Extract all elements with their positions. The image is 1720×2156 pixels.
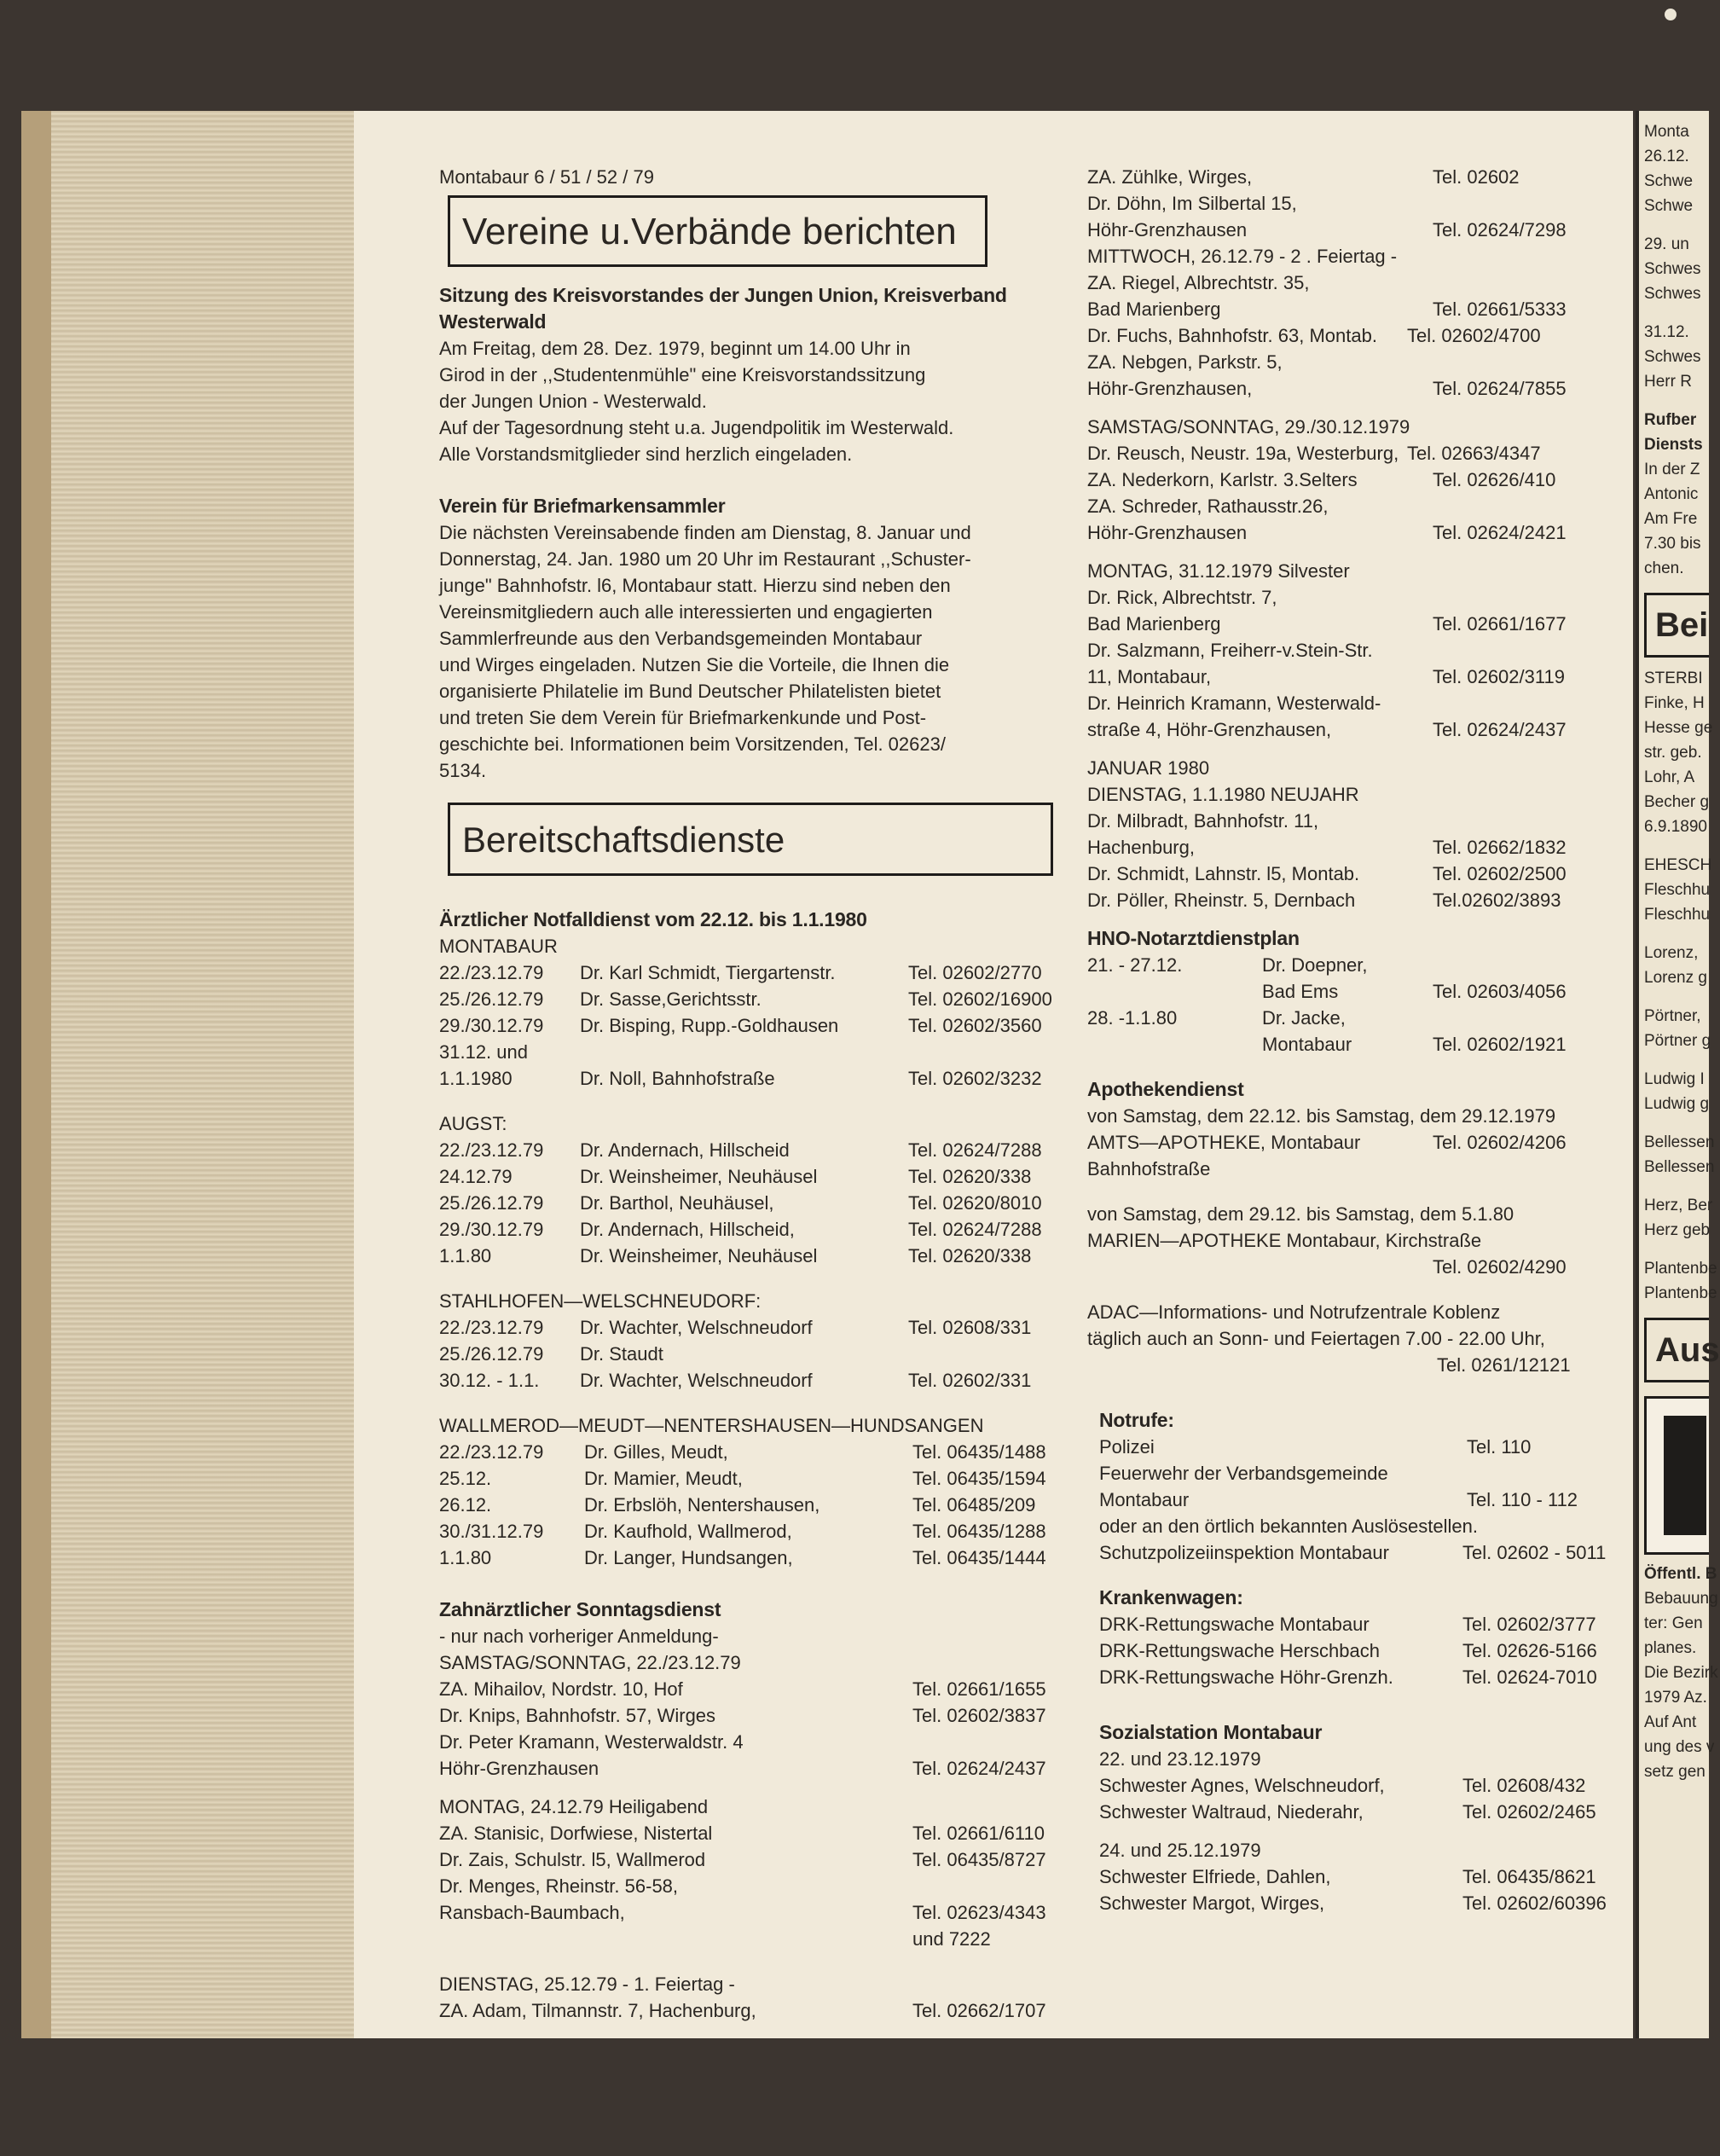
apotheke-row: AMTS—APOTHEKE, Montabaur Tel. 02602/4206 (1087, 1132, 1567, 1153)
right-line: Schwes (1644, 260, 1701, 278)
right-line: Schwes (1644, 285, 1701, 303)
sozial-row: Schwester Elfriede, Dahlen, Tel. 06435/8621 (1099, 1866, 1596, 1887)
right-line: chen. (1644, 559, 1684, 577)
article-line: der Jungen Union - Westerwald. (439, 391, 707, 412)
right-line: Pörtner, (1644, 1007, 1701, 1025)
article-line: Vereinsmitgliedern auch alle interessierten und engagierten (439, 601, 933, 623)
right-line: Auf Ant (1644, 1713, 1697, 1731)
date-label: 24. und 25.12.1979 (1099, 1840, 1261, 1861)
duty-row: Höhr-Grenzhausen Tel. 02624/2437 (439, 1758, 1046, 1779)
apotheke-row: Tel. 02602/4290 (1433, 1256, 1567, 1278)
duty-row: 30./31.12.79 Dr. Kaufhold, Wallmerod, Tel. 06435/1288 (439, 1521, 1046, 1542)
right-line: Bellessen (1644, 1133, 1715, 1151)
duty-row: 22./23.12.79 Dr. Gilles, Meudt, Tel. 06435/1488 (439, 1441, 1046, 1463)
right-line: 1979 Az. (1644, 1689, 1707, 1707)
month-label: JANUAR 1980 (1087, 757, 1210, 779)
article-line: junge" Bahnhofstr. l6, Montabaur statt. Hierzu sind neben den (439, 575, 951, 596)
apotheke-line: Bahnhofstraße (1087, 1158, 1211, 1179)
day-label: DIENSTAG, 1.1.1980 NEUJAHR (1087, 784, 1359, 805)
right-line: Lohr, A (1644, 768, 1695, 786)
duty-row: Dr. Fuchs, Bahnhofstr. 63, Montab. Tel. 02602/4700 (1087, 325, 1541, 346)
duty-row: Dr. Salzmann, Freiherr-v.Stein-Str. (1087, 640, 1373, 661)
kranken-row: DRK-Rettungswache Montabaur Tel. 02602/3777 (1099, 1614, 1596, 1635)
duty-row: 29./30.12.79 Dr. Andernach, Hillscheid, Tel. 02624/7288 (439, 1219, 1042, 1240)
zahn-heading: Zahnärztlicher Sonntagsdienst (439, 1598, 721, 1620)
notfall-heading: Ärztlicher Notfalldienst vom 22.12. bis 1.1.1980 (439, 908, 867, 930)
duty-row: 22./23.12.79 Dr. Wachter, Welschneudorf Tel. 02608/331 (439, 1317, 1032, 1338)
duty-row: Dr. Zais, Schulstr. l5, Wallmerod Tel. 06435/8727 (439, 1849, 1046, 1870)
day-label: SAMSTAG/SONNTAG, 29./30.12.1979 (1087, 416, 1410, 438)
duty-row: Dr. Heinrich Kramann, Westerwald- (1087, 693, 1381, 714)
right-heading: Öffentl. B (1644, 1565, 1717, 1583)
notruf-row: Montabaur Tel. 110 - 112 (1099, 1489, 1578, 1510)
article-line: Alle Vorstandsmitglieder sind herzlich eingeladen. (439, 443, 853, 465)
right-line: Monta (1644, 123, 1689, 141)
right-line: Herr R (1644, 373, 1692, 391)
duty-row: 29./30.12.79 Dr. Bisping, Rupp.-Goldhausen Tel. 02602/3560 (439, 1015, 1042, 1036)
page-stack-edges (21, 111, 368, 2038)
right-line: 26.12. (1644, 148, 1689, 165)
article-line: und treten Sie dem Verein für Briefmarkenkunde und Post- (439, 707, 927, 728)
duty-row: 28. -1.1.80 Dr. Jacke, (1087, 1007, 1346, 1029)
right-line: Finke, H (1644, 694, 1705, 712)
right-line: 29. un (1644, 235, 1689, 253)
article-line: Die nächsten Vereinsabende finden am Dienstag, 8. Januar und (439, 522, 971, 543)
right-line: 6.9.1890 (1644, 818, 1707, 836)
region-label: STAHLHOFEN—WELSCHNEUDORF: (439, 1290, 762, 1312)
day-label: SAMSTAG/SONNTAG, 22./23.12.79 (439, 1652, 741, 1673)
right-line: Plantenbe (1644, 1260, 1717, 1278)
duty-row: Dr. Schmidt, Lahnstr. l5, Montab. Tel. 02602/2500 (1087, 863, 1567, 884)
duty-row: Dr. Knips, Bahnhofstr. 57, Wirges Tel. 02602/3837 (439, 1705, 1046, 1726)
duty-row: 25.12. Dr. Mamier, Meudt, Tel. 06435/1594 (439, 1468, 1046, 1489)
right-line: Am Fre (1644, 510, 1698, 528)
duty-row: Höhr-Grenzhausen, Tel. 02624/7855 (1087, 378, 1567, 399)
right-line: Die Bezirk (1644, 1664, 1718, 1682)
right-line: Plantenbe (1644, 1284, 1717, 1302)
corner-dot (1665, 9, 1677, 20)
right-line: setz gen (1644, 1763, 1706, 1781)
day-label: MITTWOCH, 26.12.79 - 2 . Feiertag - (1087, 246, 1398, 267)
duty-row: 25./26.12.79 Dr. Barthol, Neuhäusel, Tel. 02620/8010 (439, 1192, 1042, 1214)
sozial-heading: Sozialstation Montabaur (1099, 1721, 1323, 1743)
right-line: Ludwig g (1644, 1095, 1710, 1113)
article-line: 5134. (439, 760, 487, 781)
duty-row: 25./26.12.79 Dr. Staudt (439, 1343, 663, 1365)
article-heading: Sitzung des Kreisvorstandes der Jungen Union, Kreisverband (439, 284, 1007, 306)
right-line: Schwes (1644, 348, 1701, 366)
right-line: Bellessen (1644, 1158, 1715, 1176)
duty-row: straße 4, Höhr-Grenzhausen, Tel. 02624/2437 (1087, 719, 1567, 740)
duty-row: Bad Ems Tel. 02603/4056 (1262, 981, 1567, 1002)
duty-row: Montabaur Tel. 02602/1921 (1262, 1034, 1567, 1055)
article-line: geschichte bei. Informationen beim Vorsitzenden, Tel. 02623/ (439, 733, 946, 755)
right-line: ter: Gen (1644, 1614, 1703, 1632)
duty-row: Dr. Peter Kramann, Westerwaldstr. 4 (439, 1731, 744, 1753)
right-line: STERBI (1644, 669, 1703, 687)
running-head: Montabaur 6 / 51 / 52 / 79 (439, 166, 654, 188)
region-label: WALLMEROD—MEUDT—NENTERSHAUSEN—HUNDSANGEN (439, 1415, 984, 1436)
right-line: planes. (1644, 1639, 1697, 1657)
duty-row: 30.12. - 1.1. Dr. Wachter, Welschneudorf Tel. 02602/331 (439, 1370, 1032, 1391)
article-line: organisierte Philatelie im Bund Deutscher Philatelisten bietet (439, 681, 941, 702)
duty-row: Dr. Menges, Rheinstr. 56-58, (439, 1875, 679, 1897)
adac-line: ADAC—Informations- und Notrufzentrale Koblenz (1087, 1301, 1501, 1323)
middle-column (1087, 164, 1612, 1916)
right-line: Lorenz, (1644, 944, 1699, 962)
day-label: MONTAG, 31.12.1979 Silvester (1087, 560, 1350, 582)
left-page (354, 111, 1633, 2038)
duty-row: Bad Marienberg Tel. 02661/5333 (1087, 298, 1567, 320)
kranken-row: DRK-Rettungswache Herschbach Tel. 02626-5166 (1099, 1640, 1597, 1661)
right-line: In der Z (1644, 461, 1700, 478)
adac-line: täglich auch an Sonn- und Feiertagen 7.00 - 22.00 Uhr, (1087, 1328, 1545, 1349)
duty-row: 11, Montabaur, Tel. 02602/3119 (1087, 666, 1565, 687)
apotheke-line: MARIEN—APOTHEKE Montabaur, Kirchstraße (1087, 1230, 1482, 1251)
duty-row: 21. - 27.12. Dr. Doepner, (1087, 954, 1368, 976)
duty-row: Dr. Döhn, Im Silbertal 15, (1087, 193, 1297, 214)
right-line: Fleschhu (1644, 906, 1711, 924)
notruf-row: Schutzpolizeiinspektion Montabaur Tel. 02602 - 5011 (1099, 1542, 1607, 1563)
duty-row: Ransbach-Baumbach, Tel. 02623/4343 (439, 1902, 1046, 1923)
right-line: Ludwig I (1644, 1070, 1705, 1088)
article-heading: Westerwald (439, 310, 547, 333)
right-heading: Rufber (1644, 411, 1697, 429)
adac-row: Tel. 0261/12121 (1437, 1354, 1571, 1376)
left-column (439, 164, 1052, 2024)
right-page (1636, 111, 1720, 2038)
duty-row: Dr. Rick, Albrechtstr. 7, (1087, 587, 1277, 608)
kranken-heading: Krankenwagen: (1099, 1586, 1243, 1608)
duty-row: ZA. Adam, Tilmannstr. 7, Hachenburg, Tel. 02662/1707 (439, 2000, 1046, 2021)
right-line: ung des v (1644, 1738, 1715, 1756)
duty-row: 26.12. Dr. Erbslöh, Nentershausen, Tel. 06485/209 (439, 1494, 1036, 1516)
duty-row: und 7222 (912, 1928, 991, 1950)
duty-row: 1.1.1980 Dr. Noll, Bahnhofstraße Tel. 02602/3232 (439, 1068, 1042, 1089)
duty-row: Dr. Reusch, Neustr. 19a, Westerburg, Tel. 02663/4347 (1087, 443, 1541, 464)
duty-row: Bad Marienberg Tel. 02661/1677 (1087, 613, 1567, 635)
right-section-box: Bei (1644, 593, 1709, 658)
right-line: Lorenz g (1644, 969, 1707, 987)
notruf-line: oder an den örtlich bekannten Auslösestellen. (1099, 1516, 1478, 1537)
notruf-line: Feuerwehr der Verbandsgemeinde (1099, 1463, 1388, 1484)
right-line: Fleschhu (1644, 881, 1711, 899)
day-label: DIENSTAG, 25.12.79 - 1. Feiertag - (439, 1973, 735, 1995)
apotheke-line: von Samstag, dem 22.12. bis Samstag, dem 29.12.1979 (1087, 1105, 1556, 1127)
duty-row: Dr. Pöller, Rheinstr. 5, Dernbach Tel.02602/3893 (1087, 890, 1561, 911)
article-line: Donnerstag, 24. Jan. 1980 um 20 Uhr im Restaurant ,,Schuster- (439, 548, 971, 570)
right-line: Becher g (1644, 793, 1710, 811)
notruf-row: Polizei Tel. 110 (1099, 1436, 1532, 1458)
sozial-row: Schwester Agnes, Welschneudorf, Tel. 02608/432 (1099, 1775, 1586, 1796)
apotheke-heading: Apothekendienst (1087, 1078, 1244, 1100)
duty-row: Dr. Milbradt, Bahnhofstr. 11, (1087, 810, 1319, 832)
right-line: Pörtner g (1644, 1032, 1711, 1050)
duty-row: ZA. Stanisic, Dorfwiese, Nistertal Tel. 02661/6110 (439, 1823, 1045, 1844)
date-label: 22. und 23.12.1979 (1099, 1748, 1261, 1770)
duty-row: ZA. Mihailov, Nordstr. 10, Hof Tel. 02661/1655 (439, 1678, 1046, 1700)
article-heading: Verein für Briefmarkensammler (439, 495, 726, 517)
section-title-vereine: Vereine u.Verbände berichten (448, 195, 987, 267)
section-title-bereitschaft: Bereitschaftsdienste (448, 803, 1053, 876)
duty-row: ZA. Nebgen, Parkstr. 5, (1087, 351, 1283, 373)
duty-row: 25./26.12.79 Dr. Sasse,Gerichtsstr. Tel. 02602/16900 (439, 988, 1052, 1010)
right-line: EHESCH (1644, 856, 1712, 874)
region-label: MONTABAUR (439, 936, 558, 957)
sozial-row: Schwester Margot, Wirges, Tel. 02602/60396 (1099, 1892, 1607, 1914)
article-line: Girod in der ,,Studentenmühle" eine Kreisvorstandssitzung (439, 364, 926, 385)
zahn-sub: - nur nach vorheriger Anmeldung- (439, 1626, 719, 1647)
duty-row: ZA. Schreder, Rathausstr.26, (1087, 496, 1329, 517)
duty-row: 31.12. und (439, 1041, 528, 1063)
duty-row: ZA. Nederkorn, Karlstr. 3.Selters Tel. 02626/410 (1087, 469, 1556, 490)
duty-row: Höhr-Grenzhausen Tel. 02624/2421 (1087, 522, 1567, 543)
right-line: Hesse ge (1644, 719, 1713, 737)
duty-row: 24.12.79 Dr. Weinsheimer, Neuhäusel Tel. 02620/338 (439, 1166, 1032, 1187)
duty-row: 1.1.80 Dr. Langer, Hundsangen, Tel. 06435/1444 (439, 1547, 1046, 1568)
right-section-box: Aus (1644, 1318, 1709, 1382)
emblem-block (1644, 1396, 1709, 1555)
right-line: Herz geb (1644, 1221, 1711, 1239)
right-line: 31.12. (1644, 323, 1689, 341)
duty-row: Höhr-Grenzhausen Tel. 02624/7298 (1087, 219, 1567, 241)
right-line: Schwe (1644, 172, 1694, 190)
kranken-row: DRK-Rettungswache Höhr-Grenzh. Tel. 02624-7010 (1099, 1666, 1597, 1688)
article-line: Auf der Tagesordnung steht u.a. Jugendpolitik im Westerwald. (439, 417, 954, 438)
right-line: Schwe (1644, 197, 1694, 215)
duty-row: 1.1.80 Dr. Weinsheimer, Neuhäusel Tel. 02620/338 (439, 1245, 1032, 1266)
duty-row: ZA. Riegel, Albrechtstr. 35, (1087, 272, 1310, 293)
right-line: Antonic (1644, 485, 1699, 503)
article-line: Am Freitag, dem 28. Dez. 1979, beginnt um 14.00 Uhr in (439, 338, 911, 359)
right-line: Herz, Ber (1644, 1197, 1713, 1214)
article-line: und Wirges eingeladen. Nutzen Sie die Vorteile, die Ihnen die (439, 654, 950, 675)
right-line: 7.30 bis (1644, 535, 1701, 553)
duty-row: ZA. Zühlke, Wirges, Tel. 02602 (1087, 166, 1520, 188)
notrufe-heading: Notrufe: (1099, 1409, 1174, 1431)
right-heading: Diensts (1644, 436, 1703, 454)
duty-row: Hachenburg, Tel. 02662/1832 (1087, 837, 1567, 858)
book-spine (21, 111, 51, 2038)
duty-row: 22./23.12.79 Dr. Andernach, Hillscheid Tel. 02624/7288 (439, 1139, 1042, 1161)
region-label: AUGST: (439, 1113, 507, 1134)
sozial-row: Schwester Waltraud, Niederahr, Tel. 02602/2465 (1099, 1801, 1596, 1823)
apotheke-line: von Samstag, dem 29.12. bis Samstag, dem 5.1.80 (1087, 1203, 1514, 1225)
right-line: Bebauung (1644, 1590, 1718, 1608)
hno-heading: HNO-Notarztdienstplan (1087, 927, 1300, 949)
day-label: MONTAG, 24.12.79 Heiligabend (439, 1796, 709, 1817)
right-line: str. geb. (1644, 744, 1702, 762)
article-line: Sammlerfreunde aus den Verbandsgemeinden Montabaur (439, 628, 923, 649)
duty-row: 22./23.12.79 Dr. Karl Schmidt, Tiergartenstr. Tel. 02602/2770 (439, 962, 1042, 983)
